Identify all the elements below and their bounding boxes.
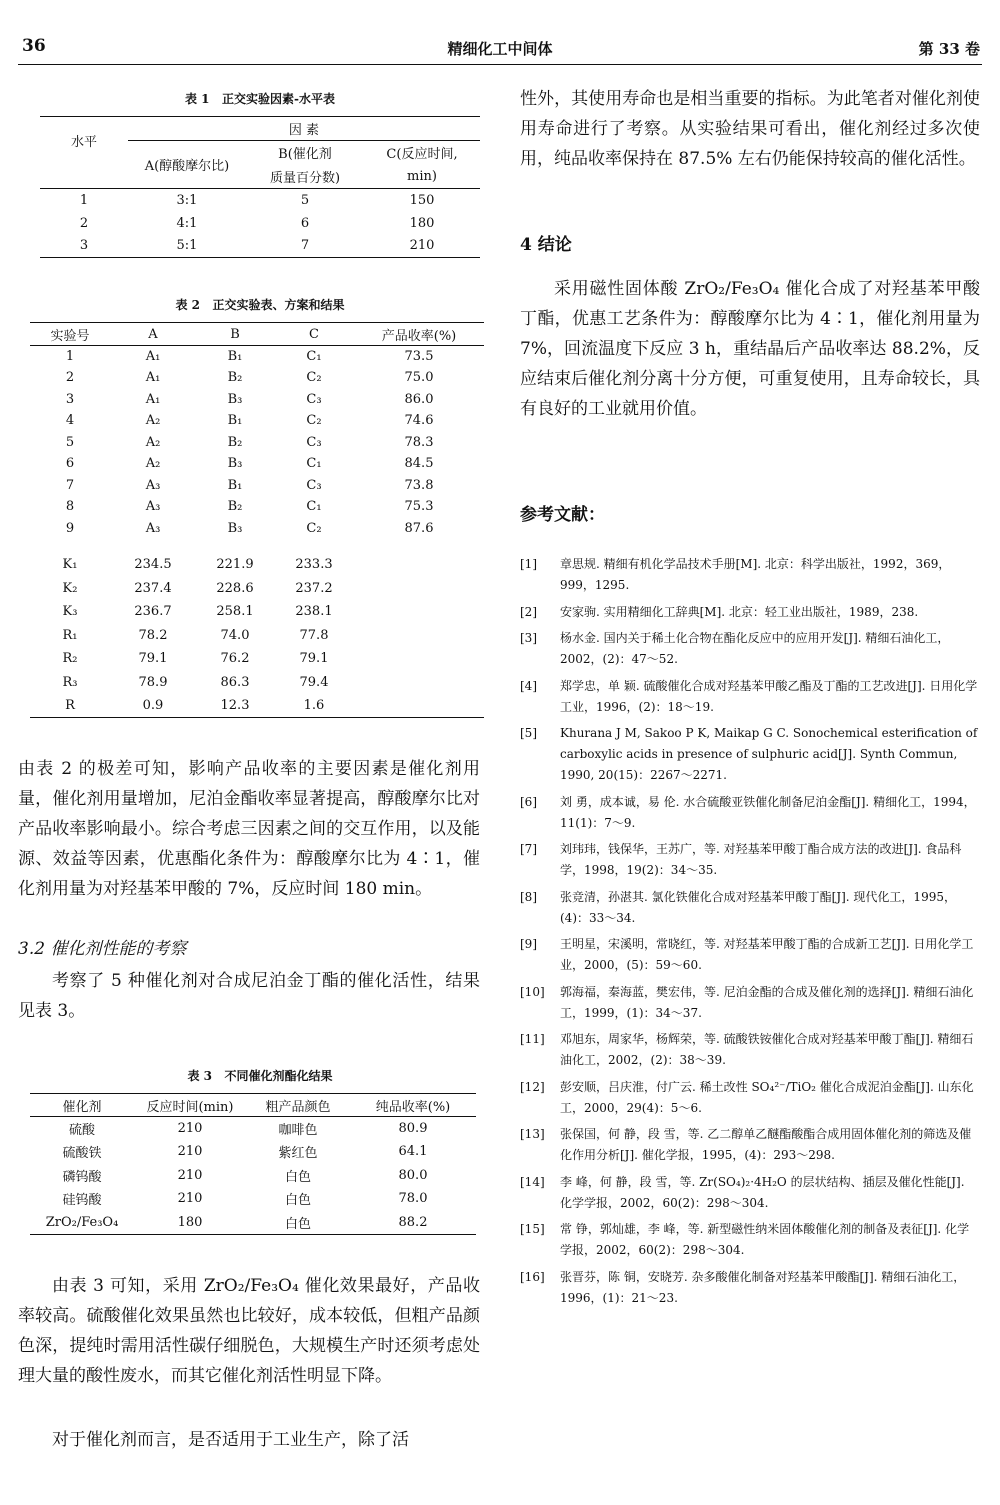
table-cell: 221.9: [216, 557, 254, 573]
table-row: [30, 367, 484, 389]
table-cell: 75.3: [404, 499, 434, 515]
table-cell: 硫酸铁: [62, 1146, 102, 1162]
reference-text: 常 铮，郭灿雄，李 峰，等. 新型磁性纳米固体酸催化剂的制备及表征[J]. 化学学报，2002，60(2)：298～304.: [560, 1222, 970, 1257]
table-cell-empty: [354, 624, 484, 648]
table-cell: 76.2: [220, 651, 250, 667]
reference-text: 章思规. 精细有机化学品技术手册[M]. 北京：科学出版社，1992，369，999，1295.: [560, 557, 951, 592]
table-row: [30, 671, 484, 695]
reference-text: 张保国，何 静，段 雪，等. 乙二醇单乙醚酯酸酯合成用固体催化剂的筛选及催化作用分析[J]. 催化学报，1995，(4)：293～298.: [560, 1127, 972, 1162]
reference-number: [11]: [520, 1032, 545, 1046]
table-cell: 3: [79, 238, 89, 254]
reference-number: [9]: [520, 937, 537, 951]
table-cell: 紫红色: [278, 1146, 318, 1162]
left-paragraph-1: 由表 2 的极差可知，影响产品收率的主要因素是催化剂用量，催化剂用量增加，尼泊金酯收率显著提高，醇酸摩尔比对产品收率影响最小。综合考虑三因素之间的交互作用，以及能源、效益等因素，优惠酯化条件为：醇酸摩尔比为 4∶1，催化剂用量为对羟基苯甲酸的 7%，反应时间 180 min。: [18, 759, 480, 899]
references-heading: 参考文献：: [520, 505, 605, 525]
table-row: [30, 624, 484, 648]
table-row: [30, 1211, 476, 1235]
table-cell: 210: [409, 238, 435, 254]
table2-caption: 表 2 正交实验表、方案和结果: [175, 298, 345, 312]
table-row: [30, 1187, 476, 1211]
table1: [40, 116, 480, 258]
left-paragraph-4: 对于催化剂而言，是否适用于工业生产，除了活: [52, 1430, 409, 1450]
table-cell: C₂: [306, 520, 322, 536]
table-cell: K₁: [62, 557, 78, 573]
table-cell: R₂: [62, 651, 78, 667]
table-cell: 7: [300, 238, 310, 254]
table-cell: 12.3: [220, 698, 250, 713]
table-cell: A₃: [145, 499, 161, 515]
reference-item: [520, 1077, 980, 1119]
table-cell-empty: [354, 694, 484, 718]
table-cell: 75.0: [404, 370, 434, 386]
table-cell: A₃: [145, 477, 161, 493]
table-cell-empty: [354, 600, 484, 624]
table-cell: 210: [177, 1121, 203, 1136]
table-cell: 80.0: [398, 1167, 428, 1183]
table-row: [30, 389, 484, 411]
table-cell-empty: [354, 553, 484, 577]
reference-item: [520, 1267, 980, 1309]
reference-item: [520, 934, 980, 976]
table3-caption: 表 3 不同催化剂酯化结果: [187, 1069, 333, 1083]
table-row: [30, 410, 484, 432]
table-cell: C₃: [306, 391, 322, 407]
reference-item: [520, 602, 980, 623]
table-cell: 87.6: [404, 520, 434, 536]
table-cell: 210: [177, 1167, 203, 1183]
table-cell: R₃: [62, 674, 78, 690]
right-paragraph-1: 性外，其使用寿命也是相当重要的指标。为此笔者对催化剂使用寿命进行了考察。从实验结果可看出，催化剂经过多次使用，纯品收率保持在 87.5% 左右仍能保持较高的催化活性。: [520, 89, 980, 169]
reference-number: [13]: [520, 1127, 545, 1141]
reference-text: 王明星，宋溪明，常晓红，等. 对羟基苯甲酸丁酯的合成新工艺[J]. 日用化学工业，2000，(5)：59～60.: [560, 937, 974, 972]
volume-label: 第 33 卷: [918, 40, 980, 58]
reference-item: [520, 839, 980, 881]
reference-text: 郑学忠，单 颖. 硫酸催化合成对羟基苯甲酸乙酯及丁酯的工艺改进[J]. 日用化学工业，1996，(2)：18～19.: [560, 678, 978, 714]
table-cell: 0.9: [142, 698, 164, 713]
table-cell: 2: [65, 370, 75, 386]
reference-number: [15]: [520, 1222, 545, 1236]
reference-number: [4]: [520, 678, 537, 693]
reference-text: 刘 勇，成本诚，易 伦. 水合硫酸亚铁催化制备尼泊金酯[J]. 精细化工，1994，11(1)：7～9.: [560, 794, 976, 830]
table-cell: B₁: [227, 349, 243, 364]
table-cell: 硫酸: [68, 1123, 95, 1138]
table-cell: K₃: [62, 604, 78, 620]
table-cell: A₂: [145, 413, 161, 429]
table-cell: 84.5: [404, 456, 434, 472]
reference-text: 张晋芬，陈 铜，安晓芳. 杂多酸催化制备对羟基苯甲酸酯[J]. 精细石油化工，1996，(1)：21～23.: [560, 1269, 966, 1305]
table-cell: B₂: [227, 499, 243, 515]
table-cell: 210: [177, 1191, 203, 1207]
reference-number: [14]: [520, 1174, 545, 1189]
table-cell: 79.4: [299, 674, 329, 690]
table-cell: 210: [177, 1144, 203, 1160]
table-cell: 74.0: [220, 627, 250, 643]
table-cell: 80.9: [398, 1121, 428, 1136]
table-cell: 73.8: [404, 477, 434, 493]
table-cell: 3:1: [176, 192, 198, 208]
table-cell: 4:1: [176, 215, 198, 231]
reference-text: Khurana J M, Sakoo P K, Maikap G C. Sonochemical esterification of carboxylic acids in presence of sulphuric acid[J]. Synth Commun, 1990, 20(15)：2267～2271.: [560, 726, 978, 782]
table-cell: 236.7: [134, 604, 172, 620]
reference-item: [520, 628, 980, 670]
table-cell: 228.6: [216, 580, 254, 596]
table-row: [30, 553, 484, 577]
reference-item: [520, 554, 980, 596]
table-cell: 79.1: [299, 651, 329, 667]
reference-item: [520, 723, 980, 786]
table-cell: R₁: [62, 627, 78, 643]
table-cell: 1: [79, 192, 89, 208]
table-cell: 234.5: [134, 557, 172, 573]
table-row: [30, 346, 484, 368]
reference-number: [16]: [520, 1269, 545, 1284]
left-paragraph-3: 由表 3 可知，采用 ZrO₂/Fe₃O₄ 催化效果最好，产品收率较高。硫酸催化效果虽然也比较好，成本较低，但粗产品颜色深，提纯时需用活性碳仔细脱色，大规模生产时还须考虑处理大量的酸性废水，而其它催化剂活性明显下降。: [18, 1276, 480, 1386]
table-cell: 86.3: [220, 674, 250, 690]
reference-text: 郭海福，秦海蓝，樊宏伟，等. 尼泊金酯的合成及催化剂的选择[J]. 精细石油化工，1999，(1)：34～37.: [560, 984, 974, 1020]
table-cell: A₁: [145, 370, 161, 386]
table-row: [30, 647, 484, 671]
table-cell: 1: [65, 349, 75, 364]
table-row: [40, 212, 480, 235]
table2: [30, 322, 484, 718]
reference-number: [2]: [520, 604, 537, 619]
reference-item: [520, 1029, 980, 1071]
table-cell: 5:1: [176, 238, 198, 254]
table-cell: R: [65, 698, 75, 713]
table-cell: 180: [409, 215, 435, 231]
table-row: [30, 577, 484, 601]
reference-number: [8]: [520, 889, 537, 904]
table-cell-empty: [354, 577, 484, 601]
table-cell: B₂: [227, 370, 243, 386]
table2-header-yield: 产品收率(%): [381, 328, 457, 344]
journal-title: 精细化工中间体: [447, 40, 553, 58]
section-3-2-heading: 3.2 催化剂性能的考察: [18, 939, 187, 959]
table-cell: 5: [300, 192, 310, 208]
table-cell: C₂: [306, 413, 322, 429]
table-cell: 88.2: [398, 1214, 428, 1230]
reference-text: 杨水金. 国内关于稀土化合物在酯化反应中的应用开发[J]. 精细石油化工，2002，(2)：47～52.: [560, 631, 950, 666]
table1-header-level: 水平: [70, 135, 97, 151]
table3-header-time: 反应时间(min): [146, 1099, 234, 1115]
table-cell: 238.1: [295, 604, 333, 620]
reference-number: [6]: [520, 794, 537, 809]
table-row: [30, 1164, 476, 1188]
table-cell-empty: [354, 647, 484, 671]
table-cell: C₁: [306, 499, 322, 515]
table-cell: 73.5: [404, 349, 434, 364]
table-cell: 233.3: [295, 557, 333, 573]
table-row: [30, 496, 484, 518]
table-cell: C₁: [306, 349, 322, 364]
table-row: [30, 1117, 476, 1141]
right-paragraph-2: 采用磁性固体酸 ZrO₂/Fe₃O₄ 催化合成了对羟基苯甲酸丁酯，优惠工艺条件为：醇酸摩尔比为 4∶1，催化剂用量为 7%，回流温度下反应 3 h，重结晶后产品收率达 88.2%，反应结束后催化剂分离十分方便，可重复使用，且寿命较长，具有良好的工业就用价值。: [520, 279, 980, 419]
table-cell: 5: [65, 434, 75, 450]
left-paragraph-2: 考察了 5 种催化剂对合成尼泊金丁酯的催化活性，结果见表 3。: [18, 971, 480, 1021]
reference-item: [520, 1124, 980, 1166]
table1-header-c2: min): [407, 168, 437, 184]
table-cell: 64.1: [398, 1144, 428, 1160]
table1-header-factor: 因 素: [128, 117, 480, 141]
table-row: [30, 432, 484, 454]
table-row: [30, 475, 484, 497]
reference-text: 刘玮玮，钱保华，王苏广，等. 对羟基苯甲酸丁酯合成方法的改进[J]. 食品科学，1998，19(2)：34～35.: [560, 842, 962, 877]
table-row: [30, 694, 484, 718]
page-number: 36: [22, 36, 46, 56]
table-cell: 白色: [284, 1169, 311, 1185]
reference-item: [520, 982, 980, 1024]
table-cell: K₂: [62, 580, 78, 596]
table-cell: C₂: [306, 370, 322, 386]
reference-item: [520, 676, 980, 718]
table3-header-color: 粗产品颜色: [265, 1099, 331, 1115]
table-cell: B₁: [227, 477, 243, 493]
reference-number: [7]: [520, 842, 537, 856]
table-cell: A₁: [145, 391, 161, 407]
reference-list: [520, 554, 980, 1314]
table-row: [30, 1140, 476, 1164]
table-cell: C₃: [306, 434, 322, 450]
table-cell: 258.1: [216, 604, 254, 620]
table-cell: 4: [65, 413, 75, 429]
table1-header-b2: 质量百分数): [269, 170, 341, 186]
table-cell: B₃: [227, 456, 243, 472]
table-cell: B₃: [227, 520, 243, 536]
reference-item: [520, 792, 980, 834]
table-cell: 180: [177, 1214, 203, 1230]
table2-header-a: A: [148, 326, 158, 342]
table-cell: 3: [65, 391, 75, 407]
table-cell: 237.2: [295, 580, 333, 596]
reference-text: 安家驹. 实用精细化工辞典[M]. 北京：轻工业出版社，1989，238.: [560, 604, 919, 619]
section-4-heading: 4 结论: [520, 235, 572, 255]
table-cell: 237.4: [134, 580, 172, 596]
reference-text: 邓旭东，周家华，杨辉荣，等. 硫酸铁铵催化合成对羟基苯甲酸丁酯[J]. 精细石油化工，2002，(2)：38～39.: [560, 1032, 974, 1067]
table-cell: 磷钨酸: [62, 1169, 102, 1185]
table3: [30, 1093, 476, 1235]
table-cell: B₁: [227, 413, 243, 429]
reference-text: 李 峰，何 静，段 雪，等. Zr(SO₄)₂·4H₂O 的层状结构、插层及催化性能[J]. 化学学报，2002，60(2)：298～304.: [560, 1174, 965, 1210]
header-rule: [18, 64, 982, 65]
table-row: [30, 600, 484, 624]
table-cell: C₃: [306, 477, 322, 493]
table-row: [40, 235, 480, 258]
reference-number: [12]: [520, 1079, 545, 1094]
table-cell: A₂: [145, 434, 161, 450]
table-cell: 2: [79, 215, 89, 231]
table-cell: 78.2: [138, 627, 168, 643]
reference-item: [520, 1172, 980, 1214]
reference-number: [1]: [520, 557, 537, 571]
reference-number: [3]: [520, 631, 537, 645]
table-cell: 6: [300, 215, 310, 231]
table-cell: 7: [65, 477, 75, 493]
table2-header-id: 实验号: [50, 328, 90, 344]
table1-header-b1: B(催化剂: [278, 147, 332, 163]
table-cell: 74.6: [404, 413, 434, 429]
table1-header-a: A(醇酸摩尔比): [144, 159, 230, 174]
table-cell: B₃: [227, 391, 243, 407]
table-cell: 78.3: [404, 434, 434, 450]
table-cell: 白色: [284, 1216, 311, 1232]
table-cell: 6: [65, 456, 75, 472]
table-cell: C₁: [306, 456, 322, 472]
reference-item: [520, 1219, 980, 1261]
table3-header-catalyst: 催化剂: [62, 1099, 102, 1115]
table1-caption: 表 1 正交实验因素-水平表: [184, 92, 336, 106]
table2-header-b: B: [230, 326, 240, 342]
reference-text: 彭安顺，吕庆淮，付广云. 稀土改性 SO₄²⁻/TiO₂ 催化合成泥泊金酯[J]. 山东化工，2000，29(4)：5～6.: [560, 1079, 974, 1115]
table1-header-c1: C(反应时间,: [386, 147, 458, 163]
table-row: [40, 189, 480, 212]
table-cell: 白色: [284, 1193, 311, 1209]
table-cell: B₂: [227, 434, 243, 450]
table-cell: A₁: [145, 349, 161, 364]
table-cell: 78.0: [398, 1191, 428, 1207]
table-cell: 咖啡色: [278, 1123, 318, 1138]
table-cell: 79.1: [138, 651, 168, 667]
reference-text: 张竞清，孙湛其. 氯化铁催化合成对羟基苯甲酸丁酯[J]. 现代化工，1995，(4)：33～34.: [560, 889, 956, 925]
table-cell: A₃: [145, 520, 161, 536]
table2-header-c: C: [309, 326, 319, 342]
table-cell-empty: [354, 671, 484, 695]
reference-number: [5]: [520, 726, 537, 740]
table-cell: 9: [65, 520, 75, 536]
table3-header-yield: 纯品收率(%): [375, 1099, 451, 1115]
table-cell: 硅钨酸: [62, 1193, 102, 1209]
table-cell: 150: [409, 192, 435, 208]
table-cell: ZrO₂/Fe₃O₄: [45, 1214, 119, 1230]
reference-item: [520, 887, 980, 929]
table-cell: 77.8: [299, 627, 329, 643]
table-cell: 78.9: [138, 674, 168, 690]
table-cell: 86.0: [404, 391, 434, 407]
table-cell: 1.6: [303, 698, 325, 713]
table-row: [30, 453, 484, 475]
table-cell: A₂: [145, 456, 161, 472]
table-row: [30, 518, 484, 540]
table-cell: 8: [65, 499, 75, 515]
reference-number: [10]: [520, 984, 545, 999]
